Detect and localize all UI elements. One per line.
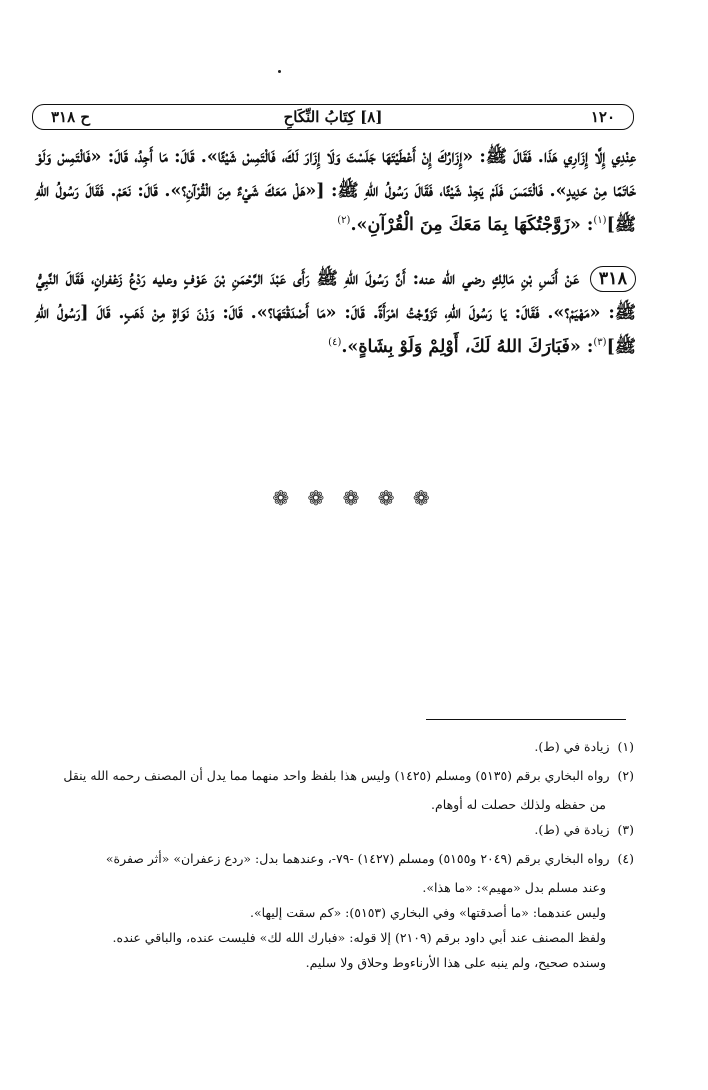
footnote-text: رواه البخاري برقم (٥١٣٥) ومسلم (١٤٢٥) وليس هذا بلفظ واحد منهما مما يدل أن المصنف رحمه الله ينقل <box>63 768 610 783</box>
hadith-number-badge: ٣١٨ <box>590 266 636 292</box>
paragraph-2-text: عَنْ أَنَسِ بْنِ مَالِكٍ رضي الله عنه: أَنَّ رَسُولَ اللهِ ﷺ رَأَى عَبْدَ الرَّحْمَنِ بْنَ عَوْفٍ وعليه رَدْعُ زَعْفرانٍ، فَقَالَ النَّبِيُّ ﷺ: «مَهْيَمْ؟». فَقَالَ: يَا رَسُولَ اللهِ، تَزَوَّجْتُ امْرَأَةً. قَالَ: «مَا أَصْدَقْتَهَا؟». قَالَ: وَزْنَ نَوَاةٍ مِنْ ذَهَبٍ. قَالَ [رَسُولُ اللهِ ﷺ] <box>36 269 636 357</box>
main-text <box>36 140 636 364</box>
book-title: [٨] كِتَابُ النِّكَاحِ <box>283 108 383 126</box>
footnote-number: (٤) <box>617 851 634 866</box>
footnote-3 <box>36 817 634 842</box>
footnote-text: زيادة في (ط). <box>534 739 610 754</box>
paragraph-1-tail: : «زَوَّجْتُكَهَا بِمَا مَعَكَ مِنَ الْقُرْآنِ». <box>350 215 594 235</box>
footnote-number: (١) <box>617 739 634 754</box>
footnote-ref-3: (٣) <box>593 337 607 349</box>
footnote-separator <box>426 719 626 720</box>
footnote-4 <box>36 846 634 871</box>
footnote-4-extra-1: وليس عندهما: «ما أصدقتها» وفي البخاري (٥١٥٣): «كم سقت إليها». <box>250 905 606 920</box>
footnote-2-continuation: من حفظه ولذلك حصلت له أوهام. <box>431 797 606 812</box>
footnote-text: رواه البخاري برقم (٢٠٤٩ و٥١٥٥) ومسلم (١٤٢٧) -٧٩-، وعندهما بدل: «ردع زعفران» «أثر صفرة» <box>105 851 610 866</box>
footnote-4-extra-3: وسنده صحيح، ولم ينبه على هذا الأرناءوط وحلاق ولا سليم. <box>305 955 606 970</box>
hadith-reference: ح ٣١٨ <box>51 108 91 126</box>
footnote-4-continuation: وعند مسلم بدل «مهيم»: «ما هذا». <box>422 880 606 895</box>
footnotes <box>36 734 634 975</box>
footnote-number: (٢) <box>617 768 634 783</box>
footnote-1 <box>36 734 634 759</box>
footnote-2 <box>36 763 634 788</box>
paragraph-2 <box>36 262 636 364</box>
paragraph-2-tail: : «فَبَارَكَ اللهُ لَكَ، أَوْلِمْ وَلَوْ بِشَاةٍ». <box>341 337 594 357</box>
footnote-ref-4: (٤) <box>328 337 342 349</box>
footnote-ref-2: (٢) <box>337 215 351 227</box>
footnote-number: (٣) <box>617 822 634 837</box>
section-divider-ornament: ❁ ❁ ❁ ❁ ❁ <box>272 486 436 510</box>
paragraph-1-text: عِنْدِي إِلَّا إِزَارِي هَذَا. فَقَالَ ﷺ: «إِزَارُكَ إِنْ أَعْطَيْتَهَا جَلَسْتَ وَلَا إِزَارَ لَكَ، فَالْتَمِسْ شَيْئًا». قَالَ: مَا أَجِدُ، قَالَ: «فَالْتَمِسْ وَلَوْ خَاتَمًا مِنْ حَدِيدٍ». فَالْتَمَسَ فَلَمْ يَجِدْ شَيْئًا، فَقَالَ رَسُولُ اللهِ ﷺ: [«هَلْ مَعَكَ شَيْءٌ مِنَ الْقُرْآنِ؟». قَالَ: نَعَمْ. فَقَالَ رَسُولُ اللهِ ﷺ] <box>36 147 636 235</box>
paragraph-1 <box>36 140 636 242</box>
footnote-4-extra-2: ولفظ المصنف عند أبي داود برقم (٢١٠٩) إلا قوله: «فبارك الله لك» فليست عنده، والباقي عنده. <box>112 930 606 945</box>
page-number: ١٢٠ <box>590 108 615 126</box>
page-mark <box>278 70 281 73</box>
footnote-text: زيادة في (ط). <box>534 822 610 837</box>
footnote-ref-1: (١) <box>593 215 607 227</box>
page-header <box>32 104 634 130</box>
